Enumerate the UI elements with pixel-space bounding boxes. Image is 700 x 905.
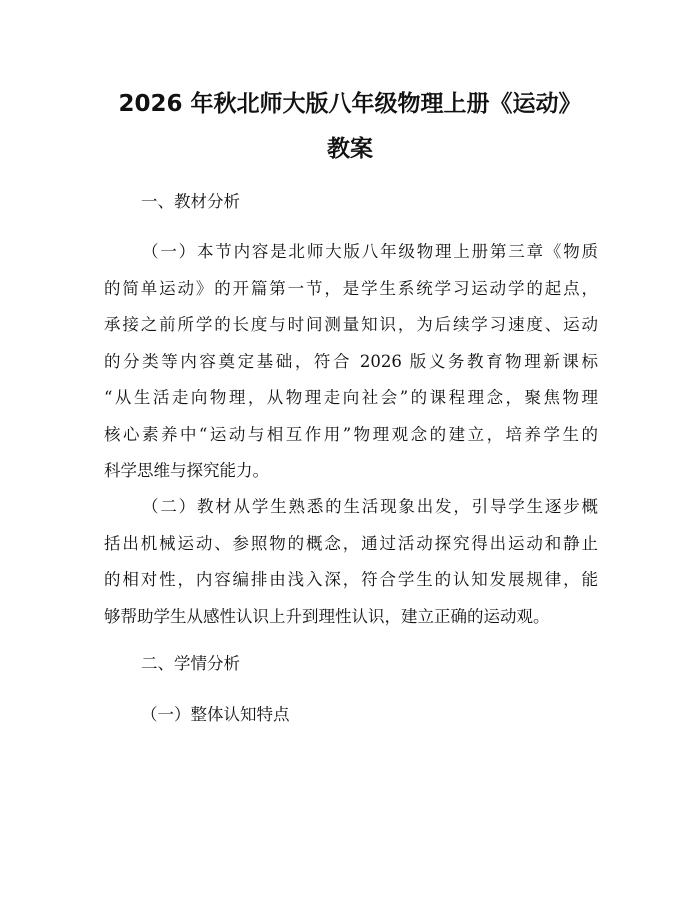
paragraph-line: “从生活走向物理，从物理走向社会”的课程理念，聚焦物理	[104, 388, 598, 407]
paragraph-2	[104, 489, 598, 635]
paragraph-line: 核心素养中“运动与相互作用”物理观念的建立，培养学生的	[104, 424, 598, 444]
paragraph-1	[104, 234, 598, 490]
paragraph-line: 承接之前所学的长度与时间测量知识，为后续学习速度、运动	[104, 315, 598, 334]
paragraph-line: 够帮助学生从感性认识上升到理性认识，建立正确的运动观。	[104, 606, 550, 626]
paragraph-line: （二）教材从学生熟悉的生活现象出发，引导学生逐步概	[142, 497, 598, 516]
section-heading-textbook-analysis: 一、教材分析	[141, 192, 240, 211]
document-title-continued: 教案	[327, 136, 373, 162]
subsection-heading-cognitive-traits: （一）整体认知特点	[141, 705, 290, 724]
paragraph-line: （一）本节内容是北师大版八年级物理上册第三章《物质	[142, 242, 598, 261]
paragraph-line: 科学思维与探究能力。	[104, 461, 269, 480]
section-heading-learner-analysis: 二、学情分析	[141, 654, 240, 673]
paragraph-line: 的相对性，内容编排由浅入深，符合学生的认知发展规律，能	[104, 570, 598, 589]
paragraph-line: 的简单运动》的开篇第一节，是学生系统学习运动学的起点，	[104, 278, 598, 298]
document-title: 2026 年秋北师大版八年级物理上册《运动》	[118, 91, 582, 117]
paragraph-line: 的分类等内容奠定基础，符合 2026 版义务教育物理新课标	[104, 351, 598, 371]
paragraph-line: 括出机械运动、参照物的概念，通过活动探究得出运动和静止	[104, 533, 598, 553]
